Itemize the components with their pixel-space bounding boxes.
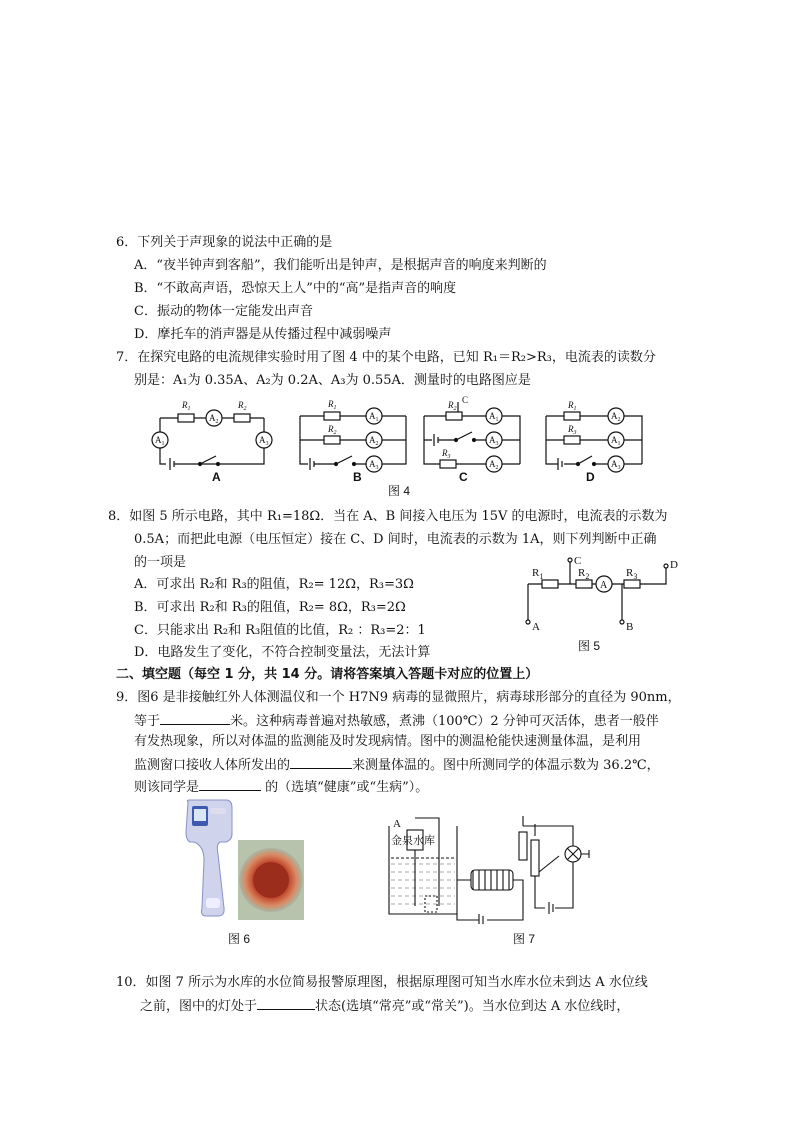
q8-option-a: A．可求出 R₂和 R₃的阻值，R₂= 12Ω，R₃=3Ω xyxy=(134,577,414,592)
q10-blank-1[interactable] xyxy=(257,996,315,1010)
q8-stem-line1: 8．如图 5 所示电路，其中 R₁=18Ω．当在 A、B 间接入电压为 15V 的电源时，电流表的示数为 xyxy=(108,509,668,524)
svg-text:C: C xyxy=(462,396,469,405)
svg-text:A3: $A_3$ xyxy=(489,435,499,447)
q9-blank-2[interactable] xyxy=(290,755,352,769)
q9-line4-end: 来测量体温的。图中所测同学的体温示数为 36.2℃， xyxy=(352,758,660,773)
svg-text:R2: $R_2$ xyxy=(238,400,247,412)
svg-text:A2: $A_2$ xyxy=(209,413,219,425)
figure-4-caption: 图 4 xyxy=(388,484,411,498)
svg-text:A1: $A_1$ xyxy=(489,411,499,423)
q9-line4-start: 监测窗口接收人体所发出的 xyxy=(134,758,291,773)
svg-text:A3: $A_3$ xyxy=(259,435,269,447)
svg-text:A2: $A_2$ xyxy=(369,435,379,447)
q6-option-c: C．振动的物体一定能发出声音 xyxy=(134,304,313,319)
fig7-label-a: A xyxy=(393,818,401,830)
svg-text:R2: $R_2$ xyxy=(328,424,337,436)
q9-line2-start: 等于 xyxy=(134,714,161,729)
q9-line5-end: 的（选填“健康”或“生病”）。 xyxy=(261,780,429,795)
svg-text:R3: $R_3$ xyxy=(568,424,577,436)
circuit-c-label: C xyxy=(459,470,468,484)
svg-text:R1: $R_1$ xyxy=(328,399,337,411)
svg-text:D: D xyxy=(670,559,678,571)
figure-6-caption: 图 6 xyxy=(228,932,251,946)
q9-line5 xyxy=(134,777,428,797)
q10-line2-start: 之前，图中的灯处于 xyxy=(140,999,258,1014)
q10-line2-end: 状态(选填“常亮”或“常关”)。当水位到达 A 水位线时， xyxy=(315,999,630,1014)
q7-stem-line2: 别是：A₁为 0.35A、A₂为 0.2A、A₃为 0.55A．测量时的电路图应是 xyxy=(134,373,531,388)
q9-line5-start: 则该同学是 xyxy=(134,780,200,795)
svg-text:R3: $R_3$ xyxy=(626,567,638,581)
q6-option-d: D．摩托车的消声器是从传播过程中减弱噪声 xyxy=(134,327,392,342)
figure-5-circuit xyxy=(520,554,690,634)
q6-stem: 6．下列关于声现象的说法中正确的是 xyxy=(116,235,333,250)
q7-stem-line1: 7．在探究电路的电流规律实验时用了图 4 中的某个电路，已知 R₁＝R₂>R₃，电流表的读数分 xyxy=(116,350,656,365)
q9-line1: 9．图6 是非接触红外人体测温仪和一个 H7N9 病毒的显微照片，病毒球形部分的直径为 90nm， xyxy=(116,690,681,705)
svg-text:R1: $R_1$ xyxy=(568,400,577,412)
q9-line2 xyxy=(134,711,659,731)
figure-7-alarm-circuit xyxy=(383,816,598,924)
circuit-b xyxy=(300,408,406,472)
figure-6-thermometer-virus xyxy=(180,798,305,924)
q6-option-b: B．“不敢高声语，恐惊天上人”中的“高”是指声音的响度 xyxy=(134,281,457,296)
svg-text:R2: $R_2$ xyxy=(448,400,457,412)
q9-line3: 有发热现象，所以对体温的监测能及时发现病情。图中的测温枪能快速测量体温，是利用 xyxy=(134,734,642,749)
q8-stem-line2: 0.5A；而把此电源（电压恒定）接在 C、D 间时，电流表的示数为 1A，则下列判断中正确 xyxy=(134,532,657,547)
svg-text:R2: $R_2$ xyxy=(578,567,590,581)
svg-text:A3: $A_3$ xyxy=(611,459,621,471)
figure-5-caption: 图 5 xyxy=(578,639,601,653)
svg-text:B: B xyxy=(626,621,634,633)
svg-text:R1: $R_1$ xyxy=(182,400,191,412)
svg-text:A1: $A_1$ xyxy=(155,435,165,447)
q9-blank-3[interactable] xyxy=(199,777,261,791)
circuit-c xyxy=(424,402,520,472)
figure-4-circuits xyxy=(148,396,658,488)
svg-text:R3: $R_3$ xyxy=(442,448,451,460)
svg-text:R1: $R_1$ xyxy=(532,567,544,581)
q9-line2-end: 米。这种病毒普遍对热敏感，煮沸（100℃）2 分钟可灭活体，患者一般伴 xyxy=(230,714,659,729)
svg-text:A3: $A_3$ xyxy=(369,459,379,471)
svg-text:C: C xyxy=(574,555,582,567)
virus-photo xyxy=(238,840,304,920)
svg-text:A2: $A_2$ xyxy=(611,411,621,423)
q8-option-c: C．只能求出 R₂和 R₃阻值的比值，R₂ ：R₃=2：1 xyxy=(134,623,426,638)
circuit-d xyxy=(546,408,642,472)
q6-option-a: A．“夜半钟声到客船”，我们能听出是钟声，是根据声音的响度来判断的 xyxy=(134,258,547,273)
svg-text:A: A xyxy=(532,621,540,633)
q9-blank-1[interactable] xyxy=(160,711,230,725)
q10-line2 xyxy=(140,996,629,1016)
q8-stem-line3: 的一项是 xyxy=(134,555,187,570)
q8-option-d: D．电路发生了变化，不符合控制变量法，无法计算 xyxy=(134,645,431,660)
figure-7-caption: 图 7 xyxy=(513,932,536,946)
svg-text:A: A xyxy=(600,580,608,591)
circuit-b-label: B xyxy=(353,470,362,484)
svg-text:A1: $A_1$ xyxy=(611,435,621,447)
thermometer-icon xyxy=(186,800,232,916)
q10-line1: 10．如图 7 所示为水库的水位简易报警原理图，根据原理图可知当水库水位未到达 A 水位线 xyxy=(116,975,648,990)
section-2-title: 二、填空题（每空 1 分，共 14 分。请将答案填入答题卡对应的位置上） xyxy=(116,667,539,682)
fig7-reservoir-label: 金泉水库 xyxy=(391,835,435,847)
svg-text:A2: $A_2$ xyxy=(489,459,499,471)
circuit-d-label: D xyxy=(586,470,595,484)
svg-text:A1: $A_1$ xyxy=(369,411,379,423)
q9-line4 xyxy=(134,755,660,775)
circuit-a-label: A xyxy=(212,470,221,484)
q8-option-b: B．可求出 R₂和 R₃的阻值，R₂= 8Ω，R₃=2Ω xyxy=(134,600,406,615)
